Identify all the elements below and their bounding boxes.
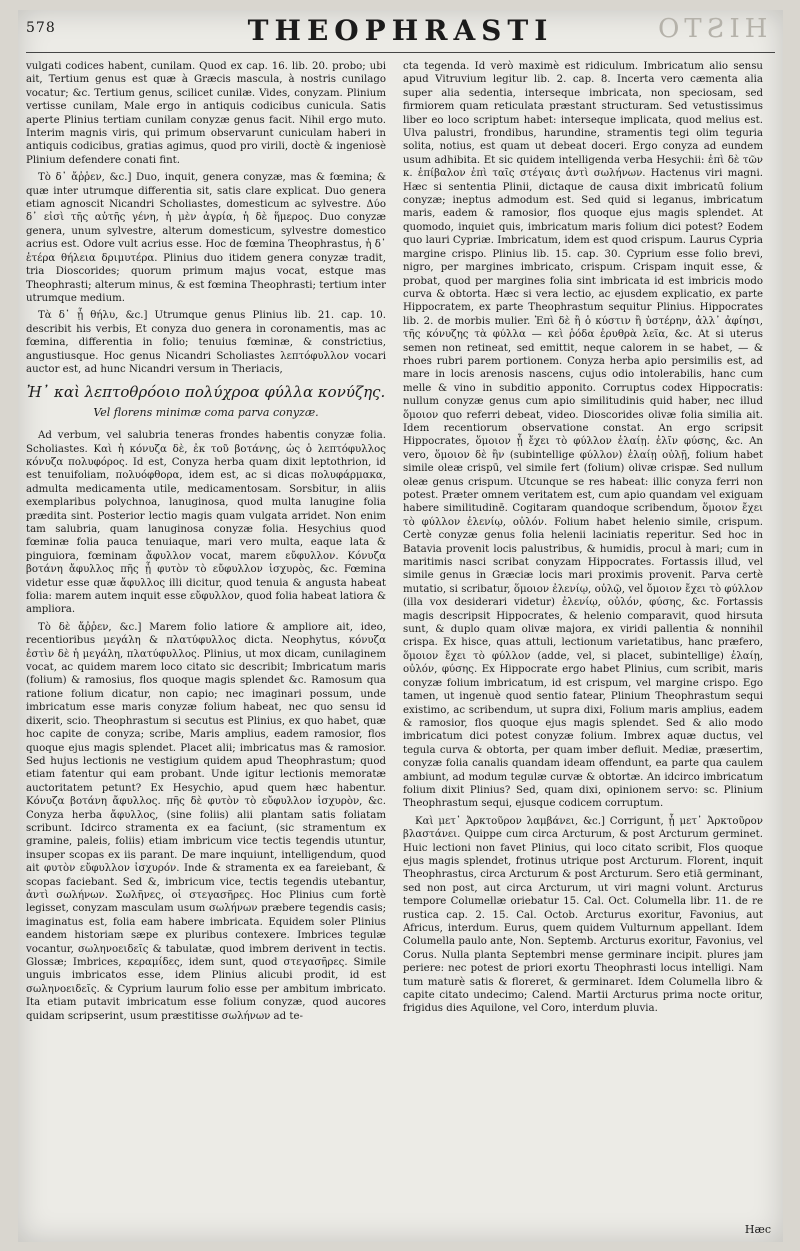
paragraph: Τὰ δ᾽ ᾗ θήλυ, &c.] Utrumque genus Plinius lib. 21. cap. 10. describit his verbis, Et conyza duo genera in coronamentis, mas ac fœmina, differentia in folio; tenuius fœminæ, & constrictius, angustiusque. Hoc genus Nicandri Scholiastes λεπτόφυλλον vocari auctor est, ad hunc Nicandri versum in Theriacis, (26, 310, 386, 375)
running-title: THEOPHRASTI (247, 14, 554, 47)
paragraph: Καὶ μετ᾽ Ἀρκτοῦρον λαμβάνει, &c.] Corrigunt, ᾗ μετ᾽ Ἀρκτοῦρον βλαστάνει. Quippe cum circa Arcturum, & post Arcturum germinet. Huic lectioni non favet Plinius, qui loco citato scribit, Flos quoque ejus magis splendet, frotinus utrique post Arcturum. Florent, inquit Theophrastus, circa Arcturum & post Arcturum. Sero etiā germinant, sed non post, aut circa Arcturum, ut viri magni volunt. Arcturus tempore Columellæ oriebatur 15. Cal. Oct. Columella libr. 11. de re rustica cap. 2. 15. Cal. Octob. Arcturus exoritur, Favonius, aut Africus, interdum. Eurus, quem quidem Vulturnum appellant. Idem Columella paulo ante, Non. Septemb. Arcturus exoritur, Favonius, vel Corus. Nulla planta Septembri mense germinare incipit. plures jam periere: nec potest de priori exortu Theophrasti locus intelligi. Nam tum maturè satis & floreret, & germinaret. Idem Columella libro & capite citato undecimo; Calend. Martii Arcturus prima nocte oritur, frigidus dies Aquilone, vel Coro, interdum pluvia. (403, 815, 763, 1015)
greek-verse: Ἠ᾽ καὶ λεπτοθρόοιο πολύχροα φύλλα κονύζης. (26, 383, 386, 402)
bleed-through-title: HISTO (652, 14, 767, 44)
book-page (18, 10, 783, 1242)
paragraph: Τὸ δ᾽ ἄῤῥεν, &c.] Duo, inquit, genera conyzæ, mas & fœmina; & quæ inter utrumque differentia sit, satis clare explicat. Duo genera etiam agnoscit Nicandri Scholiastes, domesticum ac sylvestre. Δύο δ᾽ εἰσὶ τῆς αὐτῆς γένη, ἡ μὲν ἀγρία, ἡ δὲ ἥμερος. Duo conyzæ genera, unum sylvestre, alterum domesticum, sylvestre domestico acrius est. Odore vult acrius esse. Hoc de fœmina Theophrastus, ἡ δ᾽ ἑτέρα θήλεια δριμυτέρα. Plinius duo itidem genera conyzæ tradit, tria Dioscorides; quorum primum majus vocat, estque mas Theophrasti; alterum minus, & est fœmina Theophrasti; tertium inter utrumque medium. (26, 172, 386, 304)
paragraph: cta tegenda. Id verò maximè est ridiculum. Imbricatum alio sensu apud Vitruvium legitur lib. 2. cap. 8. Incerta vero cæmenta alia super alia sedentia, interseque imbricata, non speciosam, sed firmiorem quam reticulata præstant structuram. Sed vetustissimus liber eo loco scriptum habet: interseque implicata, quod melius est. Ulva palustri, frondibus, harundine, stramentis tegi olim teguria solita, notius, est quam ut debeat doceri. Ergo conyza ad eundem usum adhibita. Et sic quidem intelligenda verba Hesychii: ἐπὶ δὲ τῶν κ. ἐπίβαλον ἐπὶ ταῖς στέγαις ἀντὶ σωλήνων. Hactenus viri magni. Hæc si sententia Plinii, dictaque de causa dixit imbricatū folium conyzæ; ineptus admodum est. Sed quid si leganus, imbricatum maris, eadem & ramosior, flos quoque ejus magis splendet. At quomodo, inquiet quis, imbricatum maris folium dici potest? Eodem quo lauri Cypriæ. Imbricatum, idem est quod crispum. Laurus Cypria margine crispo. Plinius lib. 15. cap. 30. Cyprium esse folio brevi, nigro, per margines imbricato, crispum. Crispam inquit esse, & probat, quod per margines folia sint imbricata id est imbricis modo curva & obtorta. Hæc si vera lectio, ac ejusdem explicatio, ex parte Hippocratem, ex parte Theophrastum sequitur Plinius. Hippocrates lib. 2. de morbis mulier. Ἐπὶ δὲ ἢ ὁ κύστιν ἢ ὑστέρην, ἀλλ᾽ ἀφίησι, τῆς κόνυζης τὰ φύλλα — κεὶ ῥόδα ἐρυθρὰ λεῖα, &c. At si uterus semen non retineat, sed emittit, neque calorem in se habet, — & rhoes rubri parem portionem. Conyza herba apio persimilis est, ad mare in locis arenosis nascens, cujus odio intolerabilis, hanc cum melle & vino in subditio apponito. Corruptus codex Hippocratis: nullum conyzæ genus cum apio similitudinis quid haber, nec illud ὅμοιον quo referri debeat, video. Dioscorides olivæ folia similia ait. Idem recentiorum observatione constat. An ergo scripsit Hippocrates, ὅμοιον ᾗ ἔχει τὸ φύλλον ἐλαίῃ. ἐλῖν φύσης, &c. An vero, ὅμοιον δὲ ἢν (subintellige φύλλον) ἐλαίῃ οὐλῇ, folium habet simile oleæ crispū, vel simile fert (folium) olivæ crispæ. Sed nullum oleæ genus crispum. Utcunque se res habeat: illic conyza ferri non potest. Præter omnem veritatem est, cum apio quandam vel exiguam habere similitudinē. Cogitaram quandoque scribendum, ὅμοιον ἔχει τὸ φύλλον ἐλενίῳ, οὐλόν. Folium habet helenio simile, crispum. Certè conyzæ genus folia helenii laciniatis reperitur. Sed hoc in Batavia provenit locis palustribus, & humidis, procul à mari; cum in maritimis nasci scribat conyzam Hippocrates. Fortassis illud, vel simile genus in Græciæ locis mari proximis provenit. Parva certè mutatio, si scribatur, ὅμοιον ἐλενίῳ, οὐλῷ, vel ὅμοιον ἔχει τὸ φύλλον (illa vox desiderari videtur) ἐλενίῳ, οὐλόν, φύσης, &c. Fortassis magis descripsit Hippocrates, & helenio comparavit, quod hirsuta sunt, & duplo quam olivæ majora, ex viridi pallentia & nonnihil crispa. Ex hisce, quas attuli, lectionum varietatibus, hanc præfero, ὅμοιον ἔχει τὸ φύλλον (adde, vel, si placet, subintellige) ἐλαίῃ, οὐλόν, φύσης. Ex Hippocrate ergo habet Plinius, cum scribit, maris conyzæ folium imbricatum, id est crispum, vel margine crispo. Ego tamen, ut ingenuè quod sentio fatear, Plinium Theophrastum sequi existimo, ac scribendum, ut supra dixi, Folium maris amplius, eadem & ramosior, flos quoque ejus magis splendet. Sed & alio modo imbricatum dici potest conyzæ folium. Imbrex aquæ ductus, vel tegula curva & obtorta, per quam imber defluit. Mediæ, præsertim, conyzæ folia canalis quandam ideam offendunt, ea parte qua caulem ambiunt, ad modum tegulæ curvæ & obtortæ. An idcirco imbricatum folium dixit Plinius? Sed, quam dixi, opinionem servo: sc. Plinium Theophrastum sequi, ejusque codicem corruptum. (403, 61, 763, 810)
header-rule (26, 52, 775, 53)
paragraph: Ad verbum, vel salubria teneras frondes habentis conyzæ folia. Scholiastes. Καὶ ἡ κόνυζα δὲ, ἐκ τοῦ βοτάνης, ὡς ὁ λεπτόφυλλος κόνυζα πολυφόρος. Id est, Conyza herba quam dixit leptothrion, id est tenuifoliam, πολυόφθορα, idem est, ac si dicas πολυφάρμακα, admulta medicamenta utile, medicamentosam. Sorsbitur, in aliis exemplaribus polychnoa, lanuginosa, quod multa lanugine folia prædita sint. Posterior lectio magis quam vulgata arridet. Non enim tam salubria, quam lanuginosa conyzæ folia. Hesychius quod fœminæ folia pauca tenuiaque, mari vero multa, eaque lata & pinguiora, fœminam ἄφυλλον vocat, marem εὔφυλλον. Κόνυζα βοτάνη ἄφυλλος πῆς ᾗ φυτὸν τὸ εὔφυλλον ἰσχυρὸς, &c. Fœmina videtur esse quæ ἄφυλλος illi dicitur, quod tenuia & angusta habeat folia: marem autem inquit esse εὔφυλλον, quod folia habeat latiora & ampliora. (26, 430, 386, 616)
latin-verse: Vel florens minimæ coma parva conyzæ. (93, 405, 319, 419)
paragraph: Τὸ δὲ ἄῤῥεν, &c.] Marem folio latiore & ampliore ait, ideo, recentioribus μεγάλη & πλατύφυλλος dicta. Neophytus, κόνυζα ἐστὶν δὲ ἡ μεγάλη, πλατύφυλλος. Plinius, ut mox dicam, cunilaginem vocat, ac quidem marem loco citato sic describit; Imbricatum maris (folium) & ramosius, flos quoque magis splendet &c. Ramosum qua ratione folium dicatur, non capio; nec imaginari possum, unde imbricatum esse maris conyzæ folium habeat, nec quo sensu id dixerit, scio. Theophrastum si secutus est Plinius, ex quo habet, quæ hoc capite de conyza; scribe, Maris amplius, eadem ramosior, flos quoque ejus magis splendet. Placet alii; imbricatus mas & ramosior. Sed hujus lectionis ne vestigium quidem apud Theophrastum; quod etiam fatentur qui eam probant. Unde igitur lectionis memoratæ auctoritatem petunt? Ex Hesychio, apud quem hæc habentur. Κόνυζα βοτάνη ἄφυλλος. πῆς δὲ φυτὸν τὸ εὔφυλλον ἰσχυρὸν, &c. Conyza herba ἄφυλλος, (sine foliis) alii plantam satis foliatam scribunt. Idcirco stramenta ex ea faciunt, (sic stramentum ex gramine, paleis, foliis) etiam imbricum vice tectis tegendis utuntur, insuper scopas ex iis parant. De mare inquiunt, intelligendum, quod ait φυτὸν εὔφυλλον ἰσχυρόν. Inde & stramenta ex ea fareiebant, & scopas faciebant. Sed &, imbricum vice, tectis tegendis utebantur, ἀντὶ σωλήνων. Σωλῆνες, οἱ στεγασῆρες. Hoc Plinius cum fortè legisset, conyzam masculam usum σωλήνων præbere tegendis casis; imaginatus est, folia eam habere imbricata. Equidem soler Plinius eandem historiam sæpe ex pluribus contexere. Imbrices tegulæ vocantur, σωληνοειδεῖς & tabulatæ, quod imbrem derivent in tectis. Glossæ; Imbrices, κεραμίδες, idem sunt, quod στεγασῆρες. Simile unguis imbricatos esse, idem Plinius alicubi prodit, id est σωληνοειδεῖς. & Cyprium laurum folio esse per ambitum imbricato. Ita etiam putavit imbricatum esse folium conyzæ, quod aucores quidam scripserint, usum præstitisse σωλήνων ad te- (26, 621, 386, 1022)
right-column (403, 60, 763, 1230)
page-number: 578 (26, 20, 56, 36)
catchword: Hæc (744, 1223, 771, 1236)
paragraph: vulgati codices habent, cunilam. Quod ex cap. 16. lib. 20. probo; ubi ait, Tertium genus est quæ à Græcis mascula, à nostris cunilago vocatur; &c. Tertium genus, scilicet cunilæ. Vides, conyzam. Plinium vertisse cunilam, Male ergo in antiquis codicibus cunicula. Satis aperte Plinius tertiam cunilam conyzæ genus facit. Nihil ergo muto. Interim magnis viris, qui primum observarunt cuniculam haberi in antiquis codicibus, gratias agimus, quod pro virili, doctè & ingeniosè Plinium defendere conati fint. (26, 61, 386, 166)
page-header (18, 10, 783, 50)
left-column (26, 60, 386, 1230)
